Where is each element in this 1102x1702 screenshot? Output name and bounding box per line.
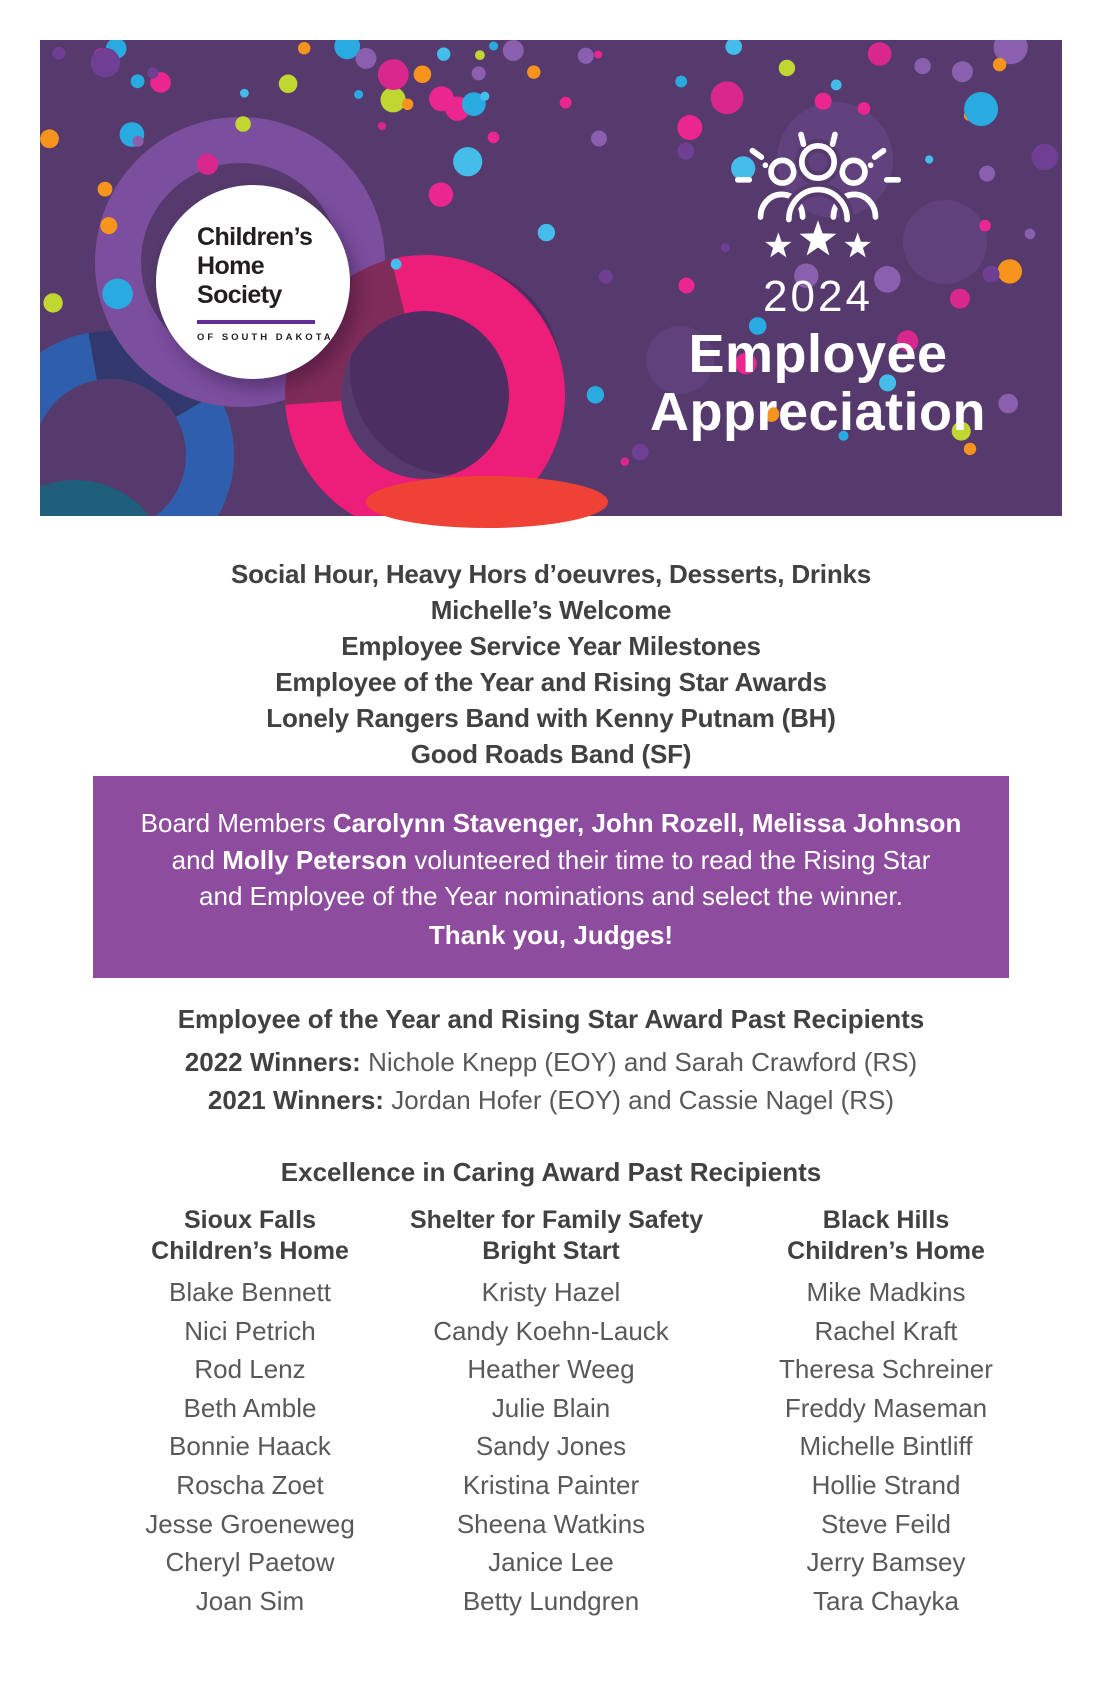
logo-word-society: Society bbox=[197, 281, 282, 309]
confetti-dot bbox=[133, 136, 144, 147]
recipient-name: Kristina Painter bbox=[462, 1469, 640, 1500]
confetti-dot bbox=[993, 58, 1006, 71]
recipient-name: Nici Petrich bbox=[184, 1315, 316, 1346]
column-shelter-bright-start bbox=[410, 1205, 704, 1620]
confetti-dot bbox=[453, 147, 482, 176]
judges-line bbox=[93, 805, 1009, 842]
schedule-line: Social Hour, Heavy Hors d’oeuvres, Desserts, Drinks bbox=[230, 559, 872, 589]
event-title-line2: Appreciation bbox=[649, 382, 987, 442]
recipient-name: Cheryl Paetow bbox=[165, 1547, 335, 1578]
confetti-dot bbox=[437, 47, 450, 60]
confetti-dot bbox=[914, 58, 930, 74]
winners-line bbox=[0, 1081, 1102, 1119]
logo-word-home: Home bbox=[197, 252, 265, 280]
people-stars-icon bbox=[733, 128, 903, 264]
confetti-dot bbox=[952, 61, 973, 82]
event-schedule-list bbox=[0, 556, 1102, 772]
confetti-dot bbox=[503, 40, 524, 61]
recipient-name: Beth Amble bbox=[183, 1392, 317, 1423]
recipient-name: Hollie Strand bbox=[811, 1469, 961, 1500]
hero-block bbox=[508, 128, 1102, 441]
recipient-name: Tara Chayka bbox=[813, 1585, 959, 1616]
confetti-dot bbox=[475, 50, 485, 60]
judges-callout bbox=[93, 776, 1009, 978]
confetti-dot bbox=[378, 59, 409, 90]
confetti-dot bbox=[402, 99, 413, 110]
confetti-dot bbox=[43, 293, 62, 312]
confetti-dot bbox=[594, 51, 602, 59]
confetti-dot bbox=[378, 122, 386, 130]
confetti-dot bbox=[391, 259, 402, 270]
confetti-dot bbox=[527, 65, 540, 78]
confetti-dot bbox=[429, 182, 453, 206]
confetti-dot bbox=[472, 66, 486, 80]
confetti-dot bbox=[279, 75, 298, 94]
recipient-name: Jesse Groeneweg bbox=[145, 1508, 355, 1539]
confetti-dot bbox=[197, 154, 218, 175]
judges-line bbox=[93, 878, 1009, 915]
column-header-line: Bright Start bbox=[482, 1237, 620, 1265]
plain-text: and bbox=[171, 844, 223, 875]
recipient-name: Betty Lundgren bbox=[462, 1585, 640, 1616]
plain-text: Board Members bbox=[140, 808, 333, 838]
plain-text: Jordan Hofer (EOY) and Cassie Nagel (RS) bbox=[391, 1085, 895, 1115]
recipient-name: Freddy Maseman bbox=[784, 1392, 988, 1423]
confetti-dot bbox=[91, 48, 120, 77]
event-title-line1: Employee bbox=[688, 324, 948, 384]
emphasized-text: Carolynn Stavenger, John Rozell, Melissa Johnson bbox=[332, 808, 962, 838]
confetti-dot bbox=[488, 132, 500, 144]
confetti-dot bbox=[632, 444, 649, 461]
recipient-name: Mike Madkins bbox=[806, 1277, 966, 1307]
judges-line bbox=[93, 842, 1009, 879]
column-header bbox=[410, 1205, 704, 1267]
column-names bbox=[410, 1273, 692, 1620]
confetti-dot bbox=[356, 48, 377, 69]
emphasized-text: Molly Peterson bbox=[222, 844, 408, 875]
column-header-line: Children’s Home bbox=[151, 1237, 349, 1265]
confetti-dot bbox=[240, 89, 249, 98]
column-sioux-falls bbox=[90, 1205, 410, 1620]
confetti-dot bbox=[52, 47, 65, 60]
recipient-name: Sandy Jones bbox=[475, 1431, 627, 1462]
past-recipients-heading: Employee of the Year and Rising Star Award Past Recipients bbox=[177, 1004, 925, 1034]
logo-tagline: OF SOUTH DAKOTA bbox=[197, 332, 334, 343]
confetti-dot bbox=[831, 80, 842, 91]
recipient-name: Heather Weeg bbox=[467, 1354, 635, 1385]
org-logo bbox=[156, 185, 350, 379]
column-black-hills bbox=[692, 1205, 1080, 1620]
column-header bbox=[90, 1205, 410, 1267]
plain-text: volunteered their time to read the Rising Star bbox=[407, 844, 931, 875]
org-logo-text bbox=[156, 185, 350, 343]
judges-thanks: Thank you, Judges! bbox=[428, 919, 674, 950]
recipient-name: Rod Lenz bbox=[194, 1354, 306, 1385]
recipient-name: Blake Bennett bbox=[169, 1277, 331, 1307]
recipient-name: Michelle Bintliff bbox=[799, 1431, 973, 1462]
three-stars bbox=[765, 220, 871, 257]
column-header bbox=[692, 1205, 1080, 1267]
schedule-line: Good Roads Band (SF) bbox=[410, 739, 692, 769]
confetti-dot bbox=[235, 116, 251, 132]
excellence-columns bbox=[90, 1205, 1080, 1620]
schedule-line: Lonely Rangers Band with Kenny Putnam (BH) bbox=[266, 703, 836, 733]
recipient-name: Julie Blain bbox=[491, 1392, 611, 1423]
judges-text bbox=[93, 805, 1009, 915]
confetti-dot bbox=[964, 443, 976, 455]
recipient-name: Sheena Watkins bbox=[456, 1508, 646, 1539]
event-year: 2024 bbox=[763, 272, 873, 321]
confetti-dot bbox=[381, 87, 406, 112]
confetti-dot bbox=[815, 93, 832, 110]
recipient-name: Rachel Kraft bbox=[814, 1315, 958, 1346]
column-header-line: Children’s Home bbox=[787, 1237, 985, 1265]
recipient-name: Steve Feild bbox=[820, 1508, 952, 1539]
recipient-name: Roscha Zoet bbox=[176, 1469, 324, 1500]
logo-word-childrens: Children’s bbox=[197, 223, 313, 251]
schedule-line: Employee of the Year and Rising Star Awards bbox=[275, 667, 827, 697]
past-winners-list bbox=[0, 1043, 1102, 1119]
confetti-dot bbox=[560, 97, 572, 109]
plain-text: Nichole Knepp (EOY) and Sarah Crawford (RS) bbox=[368, 1047, 918, 1077]
banner bbox=[40, 40, 1062, 516]
plain-text: and Employee of the Year nominations and select the winner. bbox=[199, 881, 903, 911]
confetti-dot bbox=[147, 67, 158, 78]
confetti-dot bbox=[711, 81, 744, 114]
schedule-line: Michelle’s Welcome bbox=[430, 595, 672, 625]
confetti-dot bbox=[102, 279, 133, 310]
column-header-line: Black Hills bbox=[822, 1206, 950, 1234]
recipient-name: Kristy Hazel bbox=[481, 1277, 621, 1307]
column-header-line: Sioux Falls bbox=[184, 1206, 316, 1234]
column-names bbox=[692, 1273, 1080, 1620]
confetti-dot bbox=[40, 129, 59, 148]
confetti-dot bbox=[489, 42, 498, 51]
confetti-dot bbox=[858, 102, 871, 115]
schedule-line: Employee Service Year Milestones bbox=[341, 631, 761, 661]
confetti-dot bbox=[414, 66, 432, 84]
emphasized-text: 2021 Winners: bbox=[207, 1085, 392, 1115]
recipient-name: Joan Sim bbox=[195, 1585, 305, 1616]
confetti-dot bbox=[98, 182, 113, 197]
confetti-dot bbox=[779, 60, 795, 76]
confetti-dot bbox=[868, 42, 892, 66]
confetti-dot bbox=[480, 92, 489, 101]
column-header-line: Shelter for Family Safety bbox=[410, 1206, 704, 1234]
recipient-name: Jerry Bamsey bbox=[806, 1547, 966, 1578]
recipient-name: Janice Lee bbox=[488, 1547, 614, 1578]
confetti-dot bbox=[1001, 41, 1010, 50]
confetti-dot bbox=[131, 74, 145, 88]
recipient-name: Candy Koehn-Lauck bbox=[433, 1315, 669, 1346]
logo-rule bbox=[197, 320, 315, 324]
confetti-dot bbox=[578, 48, 594, 64]
confetti-dot bbox=[100, 217, 117, 234]
confetti-dot bbox=[964, 92, 998, 126]
confetti-dot bbox=[675, 76, 687, 88]
flyer-body bbox=[0, 516, 1102, 1620]
recipient-name: Bonnie Haack bbox=[169, 1431, 331, 1462]
column-names bbox=[90, 1273, 410, 1620]
confetti-dot bbox=[354, 90, 363, 99]
recipient-name: Theresa Schreiner bbox=[779, 1354, 993, 1385]
confetti-dot bbox=[298, 42, 310, 54]
winners-line bbox=[0, 1043, 1102, 1081]
excellence-heading: Excellence in Caring Award Past Recipients bbox=[280, 1157, 822, 1187]
emphasized-text: 2022 Winners: bbox=[184, 1047, 369, 1077]
confetti-dot bbox=[621, 457, 630, 466]
